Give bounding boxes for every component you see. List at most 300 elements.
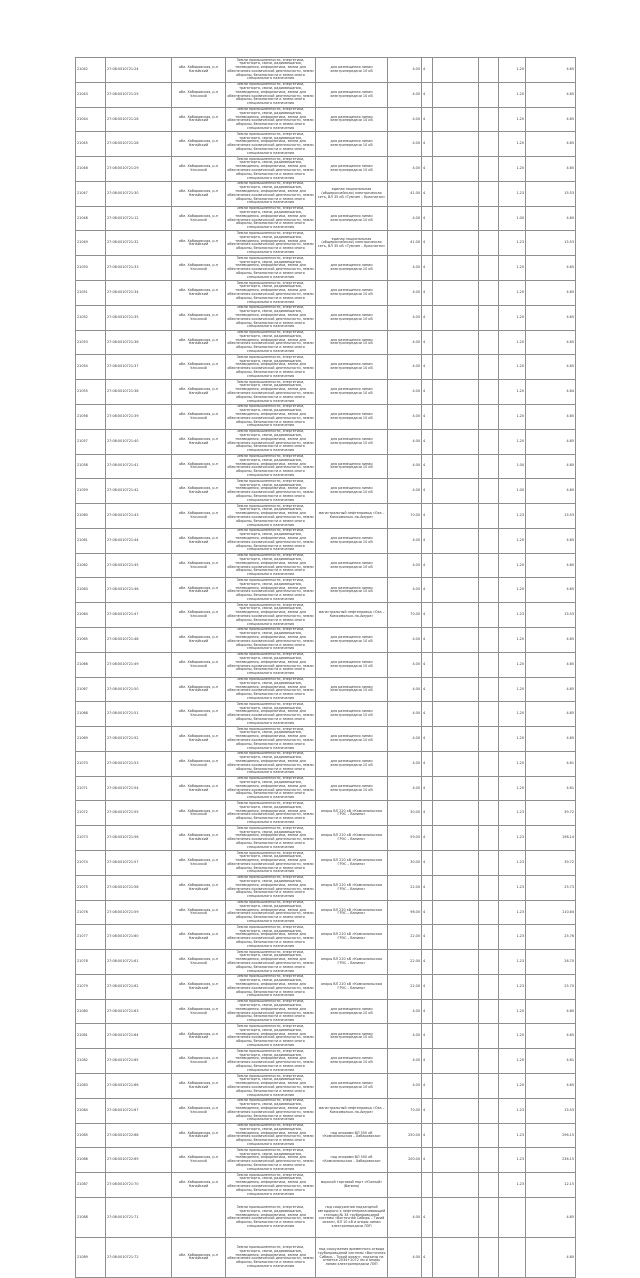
table-row: [76, 1123, 576, 1148]
cell-area-value: 70.00: [388, 603, 422, 628]
cell-unit: 4: [422, 1237, 433, 1277]
cell-cadastral-number: 27:08:0010721:40: [106, 429, 172, 454]
cell-unit: 4: [422, 1049, 433, 1074]
cell-empty-1: [433, 1148, 479, 1173]
table-row: [76, 504, 576, 529]
cell-location: обл. Хабаровская, р-н Нанайский: [172, 1237, 226, 1277]
cell-empty-1: [433, 355, 479, 380]
cell-cadastral-number: 27:08:0010721:37: [106, 355, 172, 380]
cell-empty-1: [433, 627, 479, 652]
cell-cadastral-number: 27:08:0010722:69: [106, 1148, 172, 1173]
cell-empty-1: [433, 702, 479, 727]
cell-land-category: Земли промышленности, энергетики, транспорта, связи, радиовещания, телевидения, информатики, земли для обеспечения космической деятельности, земли обороны, безопасности и земли иного специального назначения: [227, 528, 314, 552]
cell-cadastral-value: 4.65: [526, 132, 576, 157]
cell-cadastral-number: 27:08:0010721:42: [106, 479, 172, 504]
cell-area-value: 22.00: [388, 925, 422, 950]
cell-cadastral-value: 4.65: [526, 677, 576, 702]
cell-empty-2: [479, 107, 499, 132]
cell-location: обл. Хабаровская, р-н Ульчский: [172, 1148, 226, 1173]
cell-cadastral-number: 27:08:0010721:66: [106, 1074, 172, 1099]
cell-rate: 1.00: [499, 206, 526, 231]
cell-land-category: Земли промышленности, энергетики, транспорта, связи, радиовещания, телевидения, информатики, земли для обеспечения космической деятельности, земли обороны, безопасности и земли иного специального назначения: [227, 900, 314, 924]
cell-land-category: Земли промышленности, энергетики, транспорта, связи, радиовещания, телевидения, информатики, земли для обеспечения космической деятельности, земли обороны, безопасности и земли иного специального назначения: [227, 652, 314, 676]
cell-empty-1: [433, 454, 479, 479]
cell-area-value: 4.00: [388, 627, 422, 652]
cell-cadastral-number: 27:08:0010721:59: [106, 900, 172, 925]
cell-rate: 1.20: [499, 776, 526, 801]
cell-land-category: Земли промышленности, энергетики, транспорта, связи, радиовещания, телевидения, информатики, земли для обеспечения космической деятельности, земли обороны, безопасности и земли иного специального назначения: [227, 1147, 314, 1171]
cell-empty-1: [433, 305, 479, 330]
cell-empty-1: [433, 727, 479, 752]
cell-cadastral-value: 25.76: [526, 925, 576, 950]
cell-unit: 4: [422, 603, 433, 628]
cell-empty-2: [479, 429, 499, 454]
cell-permitted-use: морской торговый порт «Южный» (Ванино): [316, 1173, 388, 1198]
table-row: [76, 281, 576, 306]
cell-row-number: 21071: [76, 776, 106, 801]
cell-location: обл. Хабаровская, р-н Нанайский: [172, 974, 226, 999]
cell-row-number: 21043: [76, 82, 106, 107]
cell-empty-2: [479, 256, 499, 281]
cell-empty-1: [433, 1197, 479, 1237]
cell-unit: 4: [422, 776, 433, 801]
cell-permitted-use: для размещения линии электропередачи 10 кВ: [316, 404, 388, 429]
cell-row-number: 21042: [76, 58, 106, 83]
cell-cadastral-number: 27:08:0010721:70: [106, 1173, 172, 1198]
cell-unit: 4: [422, 702, 433, 727]
cell-area-value: 4.00: [388, 1237, 422, 1277]
cell-permitted-use: для размещения линии электропередачи 10 кВ: [316, 727, 388, 752]
cell-permitted-use: для размещения линии электропередачи 10 кВ: [316, 553, 388, 578]
cell-empty-2: [479, 504, 499, 529]
cell-location: обл. Хабаровская, р-н Ульчский: [172, 999, 226, 1024]
cell-empty-2: [479, 305, 499, 330]
table-row: [76, 330, 576, 355]
cell-permitted-use: для размещения линии электропередачи 10 кВ: [316, 652, 388, 677]
cell-location: обл. Хабаровская, р-н Ульчский: [172, 603, 226, 628]
table-row: [76, 851, 576, 876]
cell-rate: 1.20: [499, 553, 526, 578]
cell-area-value: 4.00: [388, 479, 422, 504]
cell-empty-2: [479, 999, 499, 1024]
cell-land-category: Земли промышленности, энергетики, транспорта, связи, радиовещания, телевидения, информатики, земли для обеспечения космической деятельности, земли обороны, безопасности и земли иного специального назначения: [227, 404, 314, 428]
cell-empty-1: [433, 281, 479, 306]
cell-empty-1: [433, 132, 479, 157]
cell-permitted-use: для размещения линии электропередачи 10 кВ: [316, 1024, 388, 1049]
cell-cadastral-value: 4.61: [526, 776, 576, 801]
cell-row-number: 21045: [76, 132, 106, 157]
cell-empty-1: [433, 999, 479, 1024]
cell-cadastral-value: 4.65: [526, 702, 576, 727]
cell-location: обл. Хабаровская, р-н Нанайский: [172, 727, 226, 752]
cell-row-number: 21059: [76, 479, 106, 504]
cell-row-number: 21063: [76, 578, 106, 603]
cell-row-number: 21044: [76, 107, 106, 132]
cell-unit: 4: [422, 1098, 433, 1123]
cell-cadastral-number: 27:08:0010721:28: [106, 132, 172, 157]
cell-unit: 4: [422, 801, 433, 826]
cell-permitted-use: под сооружения подъездной автодороги к нефтеперекачивающей станции № 34 трубопроводной системы «Восточная Сибирь – Тихий океан», ВЛ 10 кВ и опоры линии электропередачи ЛЭП: [316, 1197, 388, 1237]
cell-location: обл. Хабаровская, р-н Ульчский: [172, 454, 226, 479]
cell-permitted-use: для размещения линии электропередачи 10 кВ: [316, 256, 388, 281]
cell-empty-2: [479, 454, 499, 479]
table-row: [76, 603, 576, 628]
cell-row-number: 21087: [76, 1173, 106, 1198]
cell-empty-2: [479, 925, 499, 950]
cell-unit: 4: [422, 999, 433, 1024]
cell-land-category: Земли промышленности, энергетики, транспорта, связи, радиовещания, телевидения, информатики, земли для обеспечения космической деятельности, земли обороны, безопасности и земли иного специального назначения: [227, 206, 314, 230]
cell-empty-2: [479, 1148, 499, 1173]
cell-cadastral-value: 4.61: [526, 1049, 576, 1074]
cell-land-category: Земли промышленности, энергетики, транспорта, связи, радиовещания, телевидения, информатики, земли для обеспечения космической деятельности, земли обороны, безопасности и земли иного специального назначения: [227, 949, 314, 973]
cell-empty-2: [479, 578, 499, 603]
cell-unit: 4: [422, 974, 433, 999]
cell-rate: 1.23: [499, 801, 526, 826]
cell-land-category: Земли промышленности, энергетики, транспорта, связи, радиовещания, телевидения, информатики, земли для обеспечения космической деятельности, земли обороны, безопасности и земли иного специального назначения: [227, 924, 314, 948]
cell-cadastral-value: 4.65: [526, 578, 576, 603]
cell-rate: 1.20: [499, 256, 526, 281]
cell-area-value: 4.00: [388, 677, 422, 702]
cell-rate: 1.20: [499, 58, 526, 83]
cell-cadastral-number: 27:08:0010721:56: [106, 826, 172, 851]
cell-unit: 4: [422, 82, 433, 107]
cell-area-value: 4.00: [388, 776, 422, 801]
cell-permitted-use: для размещения линии электропередачи 10 кВ: [316, 58, 388, 83]
cell-permitted-use: для размещения линии электропередачи 10 кВ: [316, 776, 388, 801]
cell-location: обл. Хабаровская, р-н Ульчский: [172, 900, 226, 925]
cell-area-value: 4.00: [388, 380, 422, 405]
cell-land-category: Земли промышленности, энергетики, транспорта, связи, радиовещания, телевидения, информатики, земли для обеспечения космической деятельности, земли обороны, безопасности и земли иного специального назначения: [227, 1048, 314, 1072]
cell-location: обл. Хабаровская, р-н Ульчский: [172, 1098, 226, 1123]
cell-cadastral-number: 27:08:0010721:50: [106, 677, 172, 702]
cell-rate: 1.20: [499, 380, 526, 405]
cell-permitted-use: опоры ВЛ 220 кВ «Комсомольская ГРЭС – Ванино»: [316, 974, 388, 999]
cell-cadastral-number: 27:08:0010721:39: [106, 404, 172, 429]
cell-row-number: 21082: [76, 1049, 106, 1074]
cell-cadastral-value: 198.14: [526, 826, 576, 851]
cell-area-value: 4.00: [388, 206, 422, 231]
cell-row-number: 21084: [76, 1098, 106, 1123]
cell-empty-1: [433, 1074, 479, 1099]
table-row: [76, 479, 576, 504]
cell-rate: 1.23: [499, 851, 526, 876]
cell-cadastral-value: 296.15: [526, 1123, 576, 1148]
cell-rate: 1.20: [499, 627, 526, 652]
cell-unit: 4: [422, 504, 433, 529]
table-row: [76, 107, 576, 132]
table-row: [76, 677, 576, 702]
cell-empty-1: [433, 206, 479, 231]
cell-row-number: 21074: [76, 851, 106, 876]
cell-location: обл. Хабаровская, р-н Нанайский: [172, 826, 226, 851]
cell-unit: 4: [422, 1197, 433, 1237]
cell-rate: 1.23: [499, 950, 526, 975]
cell-cadastral-value: 4.60: [526, 1237, 576, 1277]
cell-permitted-use: магистральный нефтепровод «Оха – Комсомольск-на-Амуре»: [316, 603, 388, 628]
cell-land-category: Земли промышленности, энергетики, транспорта, связи, радиовещания, телевидения, информатики, земли для обеспечения космической деятельности, земли обороны, безопасности и земли иного специального назначения: [227, 800, 314, 824]
cell-empty-1: [433, 330, 479, 355]
cell-empty-1: [433, 1024, 479, 1049]
table-row: [76, 1173, 576, 1198]
cell-cadastral-number: 27:08:0010721:46: [106, 578, 172, 603]
cell-rate: 1.23: [499, 900, 526, 925]
cell-unit: 4: [422, 355, 433, 380]
cell-cadastral-value: 4.60: [526, 454, 576, 479]
cell-location: обл. Хабаровская, р-н Ульчский: [172, 206, 226, 231]
cell-unit: 4: [422, 58, 433, 83]
cell-cadastral-value: 4.60: [526, 479, 576, 504]
cell-rate: 1.20: [499, 578, 526, 603]
cell-cadastral-value: 4.65: [526, 355, 576, 380]
cell-row-number: 21077: [76, 925, 106, 950]
cell-unit: 4: [422, 875, 433, 900]
cell-land-category: Земли промышленности, энергетики, транспорта, связи, радиовещания, телевидения, информатики, земли для обеспечения космической деятельности, земли обороны, безопасности и земли иного специального назначения: [226, 1197, 316, 1237]
cell-empty-2: [479, 950, 499, 975]
cell-cadastral-value: 4.65: [526, 404, 576, 429]
cell-empty-1: [433, 1173, 479, 1198]
cell-empty-2: [479, 1098, 499, 1123]
cell-row-number: 21089: [76, 1237, 106, 1277]
cell-rate: 1.20: [499, 727, 526, 752]
cell-cadastral-number: 27:08:0010721:57: [106, 851, 172, 876]
cell-unit: 4: [422, 553, 433, 578]
cell-rate: 1.20: [499, 429, 526, 454]
cell-permitted-use: для размещения линии электропередачи 10 кВ: [316, 429, 388, 454]
cell-area-value: 30.00: [388, 851, 422, 876]
cell-area-value: 4.00: [388, 58, 422, 83]
cell-empty-2: [479, 58, 499, 83]
cell-location: обл. Хабаровская, р-н Нанайский: [172, 479, 226, 504]
table-row: [76, 627, 576, 652]
cell-cadastral-number: 27:08:0010721:55: [106, 801, 172, 826]
cell-land-category: Земли промышленности, энергетики, транспорта, связи, радиовещания, телевидения, информатики, земли для обеспечения космической деятельности, земли обороны, безопасности и земли иного специального назначения: [227, 379, 314, 403]
cell-location: обл. Хабаровская, р-н Ульчский: [172, 504, 226, 529]
cell-rate: 1.20: [499, 702, 526, 727]
cell-row-number: 21049: [76, 231, 106, 256]
cell-unit: 4: [422, 107, 433, 132]
cell-empty-2: [479, 553, 499, 578]
cell-cadastral-value: 4.60: [526, 281, 576, 306]
cell-cadastral-number: 27:08:0010721:63: [106, 999, 172, 1024]
cell-location: обл. Хабаровская, р-н Нанайский: [172, 776, 226, 801]
cell-unit: 4: [422, 851, 433, 876]
cell-empty-1: [433, 1123, 479, 1148]
cell-area-value: 41.00: [388, 231, 422, 256]
cell-cadastral-number: 27:08:0010721:52: [106, 727, 172, 752]
cell-land-category: Земли промышленности, энергетики, транспорта, связи, радиовещания, телевидения, информатики, земли для обеспечения космической деятельности, земли обороны, безопасности и земли иного специального назначения: [227, 875, 314, 899]
table-row: [76, 974, 576, 999]
table-row: [76, 999, 576, 1024]
table-row: [76, 702, 576, 727]
cell-location: обл. Хабаровская, р-н Нанайский: [172, 281, 226, 306]
cell-rate: 1.00: [499, 454, 526, 479]
cell-permitted-use: для размещения линии электропередачи 10 кВ: [316, 355, 388, 380]
table-row: [76, 727, 576, 752]
cell-row-number: 21051: [76, 281, 106, 306]
cell-cadastral-value: 236.15: [526, 1148, 576, 1173]
cell-area-value: 4.00: [388, 751, 422, 776]
cell-row-number: 21068: [76, 702, 106, 727]
cell-cadastral-value: 4.65: [526, 330, 576, 355]
cell-permitted-use: для размещения линии электропередачи 10 кВ: [316, 627, 388, 652]
cell-location: обл. Хабаровская, р-н Ульчский: [172, 157, 226, 182]
cell-permitted-use: единая национальная (общероссийская) электрическая сеть, ВЛ 35 кВ «Тумнин – Краснотал»: [316, 181, 388, 206]
cell-empty-2: [479, 1024, 499, 1049]
cell-cadastral-number: 27:08:0010721:62: [106, 974, 172, 999]
cell-empty-2: [479, 528, 499, 553]
cell-cadastral-value: 15.53: [526, 231, 576, 256]
cell-empty-1: [433, 1049, 479, 1074]
cell-land-category: Земли промышленности, энергетики, транспорта, связи, радиовещания, телевидения, информатики, земли для обеспечения космической деятельности, земли обороны, безопасности и земли иного специального назначения: [227, 82, 314, 106]
cell-location: обл. Хабаровская, р-н Ульчский: [172, 950, 226, 975]
cell-area-value: 4.00: [388, 256, 422, 281]
cell-area-value: 4.00: [388, 1049, 422, 1074]
table-row: [76, 826, 576, 851]
cell-rate: 1.23: [499, 603, 526, 628]
cell-empty-2: [479, 1123, 499, 1148]
cell-rate: 1.20: [499, 281, 526, 306]
cell-permitted-use: под опорами ВЛ 500 кВ «Комсомольская – Хабаровская»: [316, 1123, 388, 1148]
cell-row-number: 21075: [76, 875, 106, 900]
cell-cadastral-value: 15.53: [526, 603, 576, 628]
cell-empty-1: [433, 677, 479, 702]
cell-empty-2: [479, 603, 499, 628]
cell-permitted-use: для размещения линии электропередачи 10 кВ: [316, 528, 388, 553]
table-row: [76, 1237, 576, 1277]
cell-empty-1: [433, 479, 479, 504]
cell-empty-1: [433, 380, 479, 405]
cell-cadastral-number: 27:08:0010721:44: [106, 528, 172, 553]
cell-land-category: Земли промышленности, энергетики, транспорта, связи, радиовещания, телевидения, информатики, земли для обеспечения космической деятельности, земли обороны, безопасности и земли иного специального назначения: [227, 751, 314, 775]
table-row: [76, 82, 576, 107]
cell-empty-1: [433, 157, 479, 182]
cell-area-value: 4.00: [388, 702, 422, 727]
cell-empty-1: [433, 553, 479, 578]
cell-empty-2: [479, 404, 499, 429]
cell-location: обл. Хабаровская, р-н Ульчский: [172, 1049, 226, 1074]
table-row: [76, 875, 576, 900]
cell-land-category: Земли промышленности, энергетики, транспорта, связи, радиовещания, телевидения, информатики, земли для обеспечения космической деятельности, земли обороны, безопасности и земли иного специального назначения: [227, 1123, 314, 1147]
cell-land-category: Земли промышленности, энергетики, транспорта, связи, радиовещания, телевидения, информатики, земли для обеспечения космической деятельности, земли обороны, безопасности и земли иного специального назначения: [227, 1172, 314, 1196]
cell-row-number: 21072: [76, 801, 106, 826]
cell-location: обл. Хабаровская, р-н Нанайский: [172, 627, 226, 652]
cell-empty-1: [433, 851, 479, 876]
cell-land-category: Земли промышленности, энергетики, транспорта, связи, радиовещания, телевидения, информатики, земли для обеспечения космической деятельности, земли обороны, безопасности и земли иного специального назначения: [227, 131, 314, 155]
cell-row-number: 21080: [76, 999, 106, 1024]
cell-permitted-use: единая национальная (общероссийская) электрическая сеть, ВЛ 35 кВ «Тумнин – Краснотал»: [316, 231, 388, 256]
cell-unit: 4: [422, 157, 433, 182]
cell-cadastral-value: 4.65: [526, 107, 576, 132]
cell-rate: 1.20: [499, 355, 526, 380]
cell-area-value: 200.00: [388, 1148, 422, 1173]
cell-cadastral-number: 27:08:0010721:48: [106, 627, 172, 652]
cell-empty-1: [433, 652, 479, 677]
cell-permitted-use: магистральный нефтепровод «Оха – Комсомольск-на-Амуре»: [316, 504, 388, 529]
cell-cadastral-number: 27:08:0010721:49: [106, 652, 172, 677]
cell-location: обл. Хабаровская, р-н Ульчский: [172, 82, 226, 107]
cell-cadastral-value: 4.61: [526, 751, 576, 776]
cell-row-number: 21076: [76, 900, 106, 925]
cell-empty-1: [433, 578, 479, 603]
cell-area-value: [388, 1173, 422, 1198]
cell-location: обл. Хабаровская, р-н Нанайский: [172, 677, 226, 702]
cell-empty-1: [433, 82, 479, 107]
cell-area-value: 4.00: [388, 1197, 422, 1237]
cell-rate: 1.20: [499, 528, 526, 553]
cell-area-value: 4.00: [388, 727, 422, 752]
table-row: [76, 355, 576, 380]
cell-land-category: Земли промышленности, энергетики, транспорта, связи, радиовещания, телевидения, информатики, земли для обеспечения космической деятельности, земли обороны, безопасности и земли иного специального назначения: [227, 825, 314, 849]
cell-unit: 4: [422, 925, 433, 950]
cell-rate: 1.20: [499, 677, 526, 702]
cell-area-value: 4.00: [388, 999, 422, 1024]
cell-cadastral-number: 27:08:0010721:41: [106, 454, 172, 479]
cell-area-value: 4.00: [388, 652, 422, 677]
cell-permitted-use: для размещения линии электропередачи 10 кВ: [316, 1074, 388, 1099]
table-row: [76, 454, 576, 479]
cell-cadastral-value: 4.65: [526, 157, 576, 182]
cell-cadastral-value: 110.84: [526, 900, 576, 925]
cell-unit: 4: [422, 1148, 433, 1173]
cell-empty-2: [479, 355, 499, 380]
cell-permitted-use: опоры ВЛ 220 кВ «Комсомольская ГРЭС – Ванино»: [316, 826, 388, 851]
cell-land-category: Земли промышленности, энергетики, транспорта, связи, радиовещания, телевидения, информатики, земли для обеспечения космической деятельности, земли обороны, безопасности и земли иного специального назначения: [227, 776, 314, 800]
cell-rate: 1.23: [499, 181, 526, 206]
cell-rate: 1.20: [499, 1074, 526, 1099]
cell-row-number: 21085: [76, 1123, 106, 1148]
cell-cadastral-value: 4.65: [526, 256, 576, 281]
cell-rate: 1.23: [499, 1123, 526, 1148]
cell-rate: 1.20: [499, 132, 526, 157]
cell-area-value: 4.00: [388, 355, 422, 380]
cell-unit: [422, 1173, 433, 1198]
cell-land-category: Земли промышленности, энергетики, транспорта, связи, радиовещания, телевидения, информатики, земли для обеспечения космической деятельности, земли обороны, безопасности и земли иного специального назначения: [227, 478, 314, 502]
cell-cadastral-number: 27:08:0010721:36: [106, 330, 172, 355]
cell-unit: 4: [422, 1074, 433, 1099]
cell-permitted-use: под опорами ВЛ 500 кВ «Комсомольская – Хабаровская»: [316, 1148, 388, 1173]
cell-row-number: 21061: [76, 528, 106, 553]
cell-empty-1: [433, 404, 479, 429]
cell-location: обл. Хабаровская, р-н Нанайский: [172, 925, 226, 950]
cell-empty-1: [433, 429, 479, 454]
cell-location: обл. Хабаровская, р-н Ульчский: [172, 305, 226, 330]
cell-row-number: 21054: [76, 355, 106, 380]
cell-empty-2: [479, 776, 499, 801]
cell-location: обл. Хабаровская, р-н Ульчский: [172, 355, 226, 380]
cell-empty-2: [479, 330, 499, 355]
cell-unit: 4: [422, 206, 433, 231]
cell-land-category: Земли промышленности, энергетики, транспорта, связи, радиовещания, телевидения, информатики, земли для обеспечения космической деятельности, земли обороны, безопасности и земли иного специального назначения: [227, 553, 314, 577]
cell-location: обл. Хабаровская, р-н Ульчский: [172, 702, 226, 727]
table-row: [76, 925, 576, 950]
cell-rate: 1.23: [499, 231, 526, 256]
table-row: [76, 1197, 576, 1237]
cell-row-number: 21053: [76, 330, 106, 355]
cell-location: обл. Хабаровская, р-н Нанайский: [172, 58, 226, 83]
cell-cadastral-number: 27:08:0010721:61: [106, 950, 172, 975]
cell-permitted-use: для размещения линии электропередачи 10 кВ: [316, 454, 388, 479]
table-row: [76, 206, 576, 231]
land-parcels-table: [75, 57, 576, 1278]
cell-unit: 4: [422, 652, 433, 677]
cell-empty-2: [479, 900, 499, 925]
cell-permitted-use: для размещения линии электропередачи 10 кВ: [316, 330, 388, 355]
cell-permitted-use: для размещения линии электропередачи 10 кВ: [316, 107, 388, 132]
cell-rate: 1.00: [499, 479, 526, 504]
cell-unit: 4: [422, 281, 433, 306]
cell-rate: 1.20: [499, 330, 526, 355]
cell-area-value: 4.00: [388, 528, 422, 553]
